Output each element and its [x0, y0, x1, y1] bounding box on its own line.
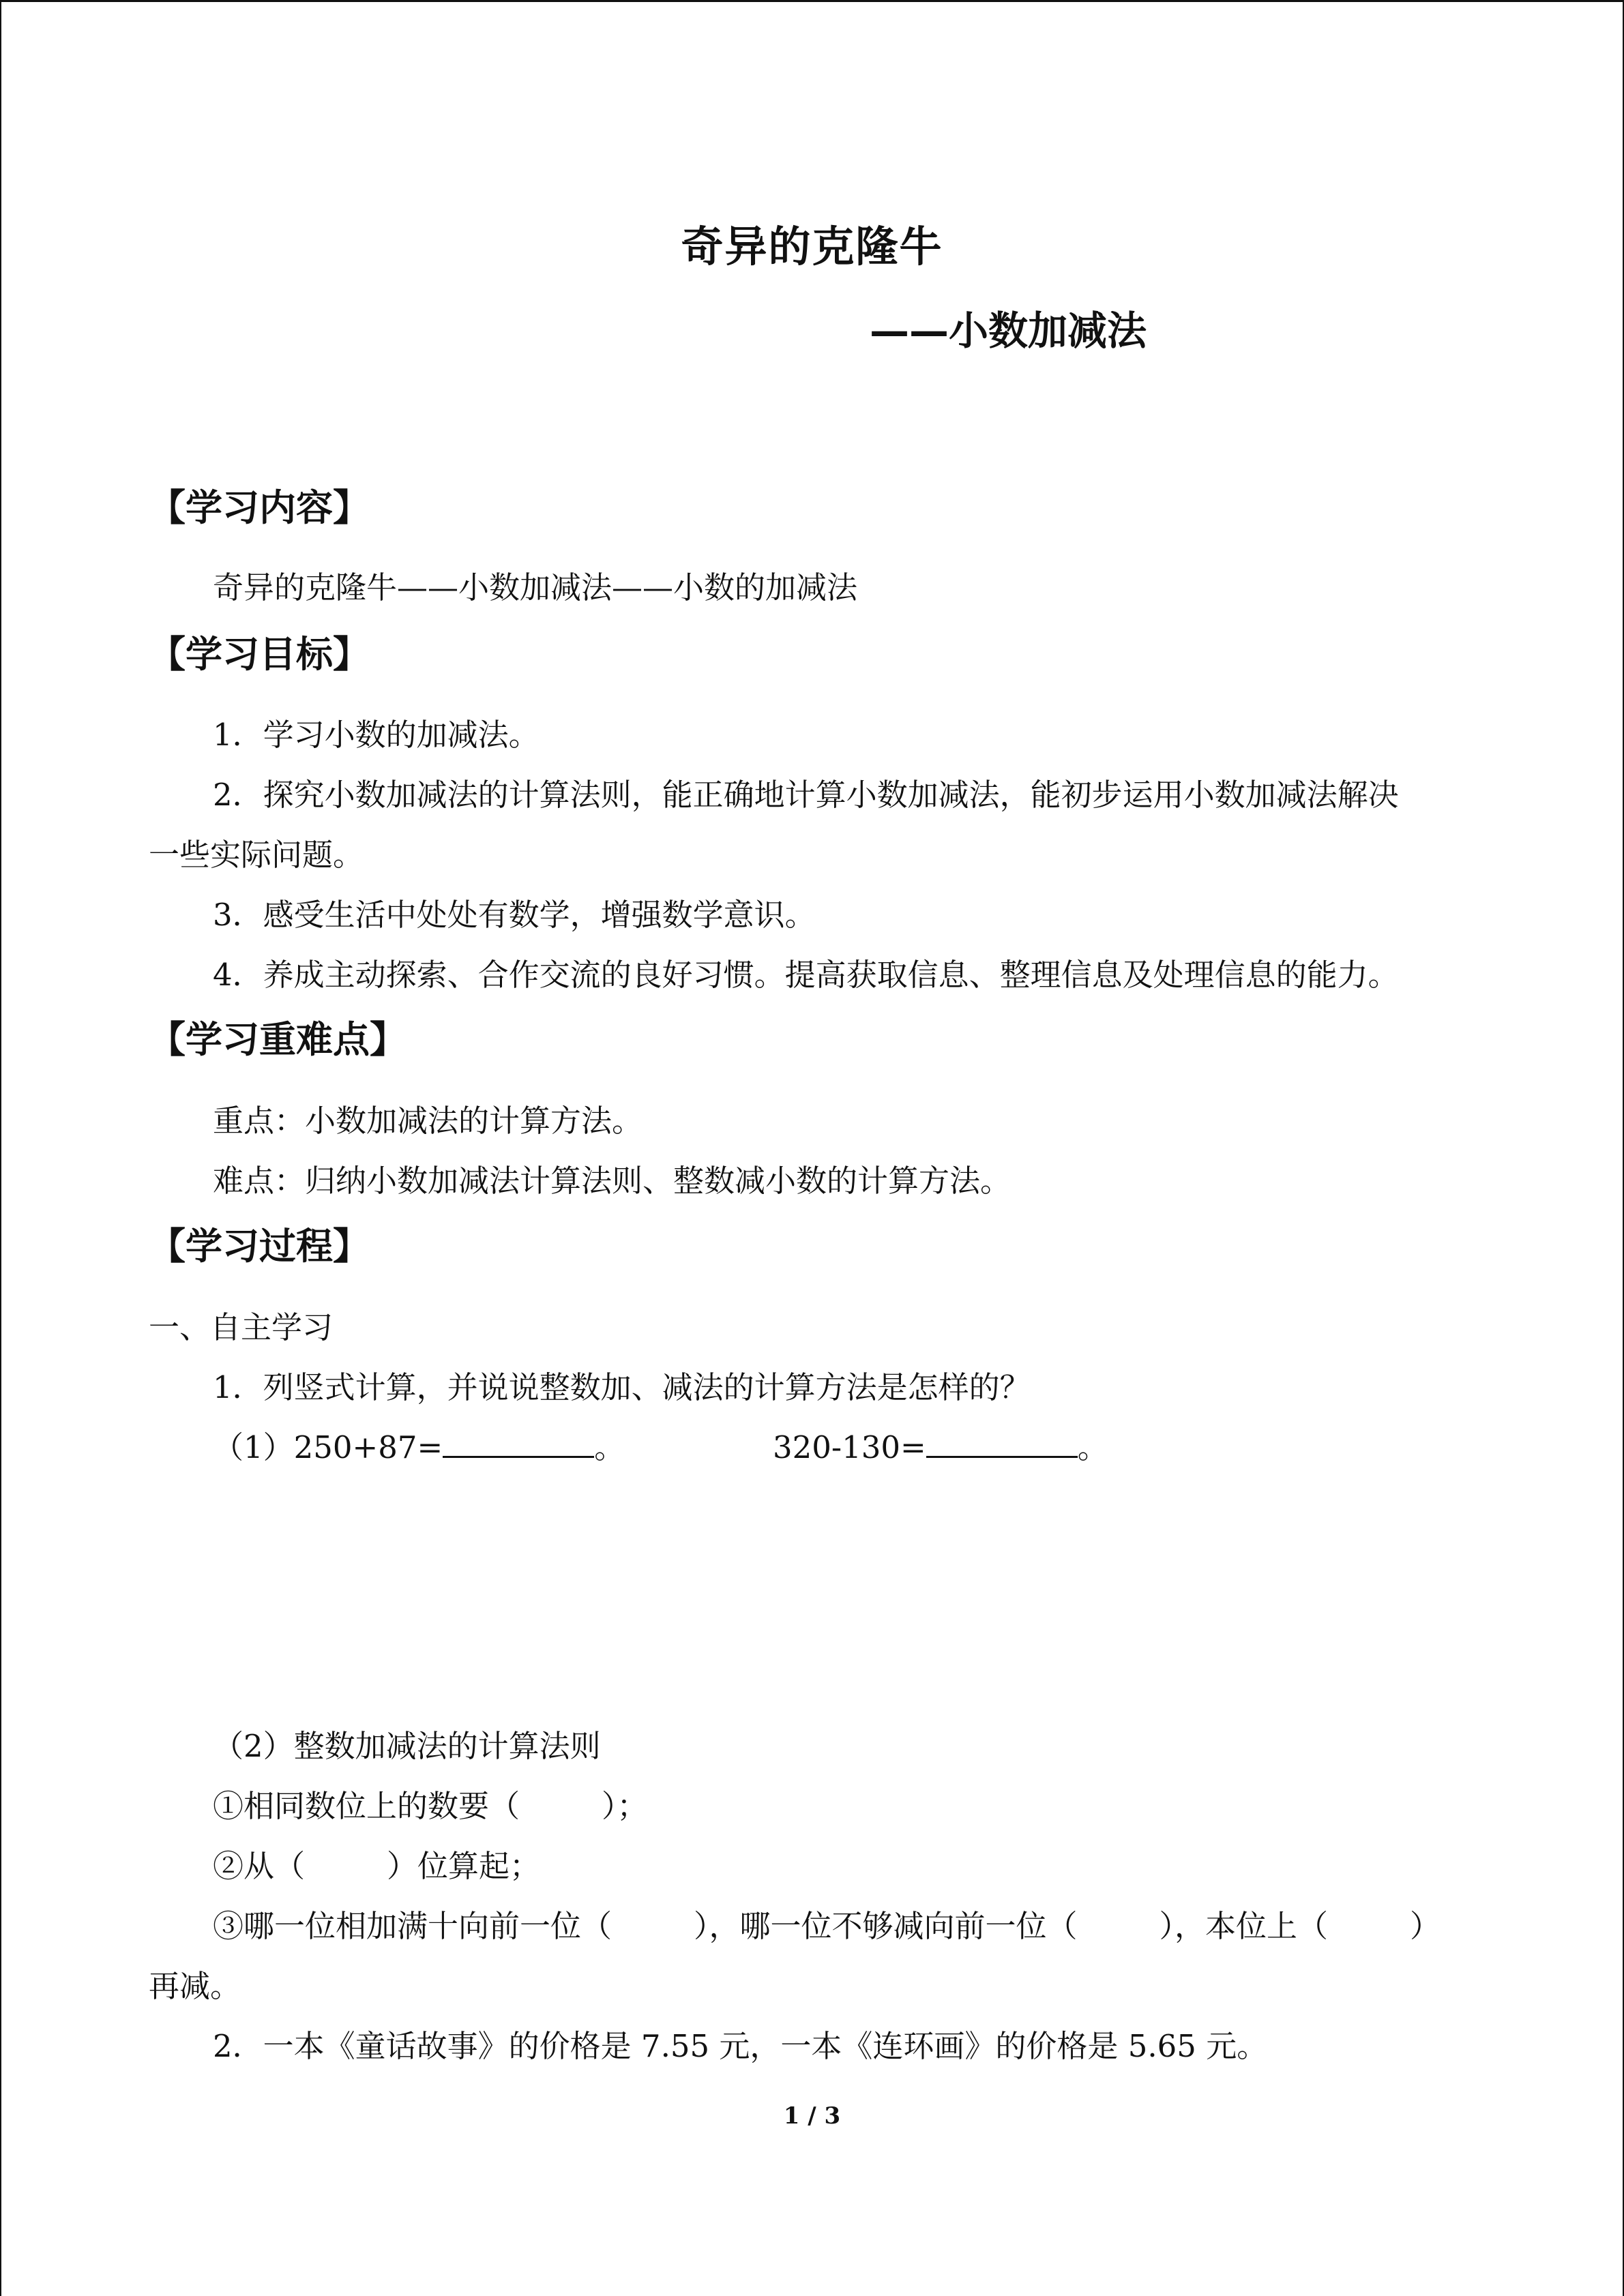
- goal-item-2: 2．探究小数加减法的计算法则，能正确地计算小数加减法，能初步运用小数加减法解决: [213, 777, 1399, 813]
- rule-2-prefix: ②从（: [213, 1848, 306, 1884]
- page-title: 奇异的克隆牛: [681, 222, 943, 271]
- rule-1-prefix: ①相同数位上的数要（: [213, 1788, 520, 1824]
- goal-item-1: 1．学习小数的加减法。: [213, 717, 540, 753]
- question-1-2: （2）整数加减法的计算法则: [213, 1728, 601, 1764]
- difficult-point-text: 难点：归纳小数加减法计算法则、整数减小数的计算方法。: [213, 1163, 1012, 1199]
- rule-3-part-4: ）: [1410, 1908, 1441, 1944]
- question-1-a-end: 。: [594, 1429, 625, 1465]
- rule-3: [213, 1901, 1441, 1945]
- heading-learning-process: 【学习过程】: [149, 1225, 370, 1268]
- question-1-b: [773, 1422, 1108, 1467]
- rule-1: [213, 1781, 648, 1825]
- key-point-text: 重点：小数加减法的计算方法。: [213, 1103, 643, 1139]
- answer-blank[interactable]: [443, 1429, 594, 1458]
- rule-2-suffix: ）位算起；: [387, 1848, 541, 1884]
- question-1-a-expression: （1）250+87=: [213, 1429, 443, 1465]
- question-2: 2．一本《童话故事》的价格是 7.55 元，一本《连环画》的价格是 5.65 元。: [213, 2028, 1268, 2064]
- goal-item-2-cont: 一些实际问题。: [149, 837, 364, 873]
- heading-learning-goals: 【学习目标】: [149, 633, 370, 676]
- heading-key-points: 【学习重难点】: [149, 1018, 407, 1061]
- question-1-b-end: 。: [1077, 1429, 1108, 1465]
- question-1: 1．列竖式计算，并说说整数加、减法的计算方法是怎样的？: [213, 1369, 1031, 1405]
- question-1-a: [213, 1422, 625, 1467]
- goal-item-4: 4．养成主动探索、合作交流的良好习惯。提高获取信息、整理信息及处理信息的能力。: [213, 957, 1399, 993]
- rule-1-suffix: ）；: [602, 1788, 648, 1824]
- answer-blank[interactable]: [926, 1429, 1078, 1458]
- goal-item-3: 3．感受生活中处处有数学，增强数学意识。: [213, 897, 816, 933]
- rule-3-cont: 再减。: [149, 1968, 241, 2004]
- learning-content-text: 奇异的克隆牛——小数加减法——小数的加减法: [213, 569, 858, 606]
- rule-2: [213, 1841, 540, 1885]
- part-1-title: 一、自主学习: [149, 1309, 334, 1345]
- rule-3-part-3: ），本位上（: [1159, 1908, 1329, 1944]
- heading-learning-content: 【学习内容】: [149, 486, 370, 529]
- rule-3-part-1: ③哪一位相加满十向前一位（: [213, 1908, 612, 1944]
- page-subtitle: ——小数加减法: [870, 308, 1147, 354]
- question-1-b-expression: 320-130=: [773, 1429, 926, 1465]
- rule-3-part-2: ），哪一位不够减向前一位（: [694, 1908, 1078, 1944]
- page-number: 1 / 3: [783, 2102, 841, 2130]
